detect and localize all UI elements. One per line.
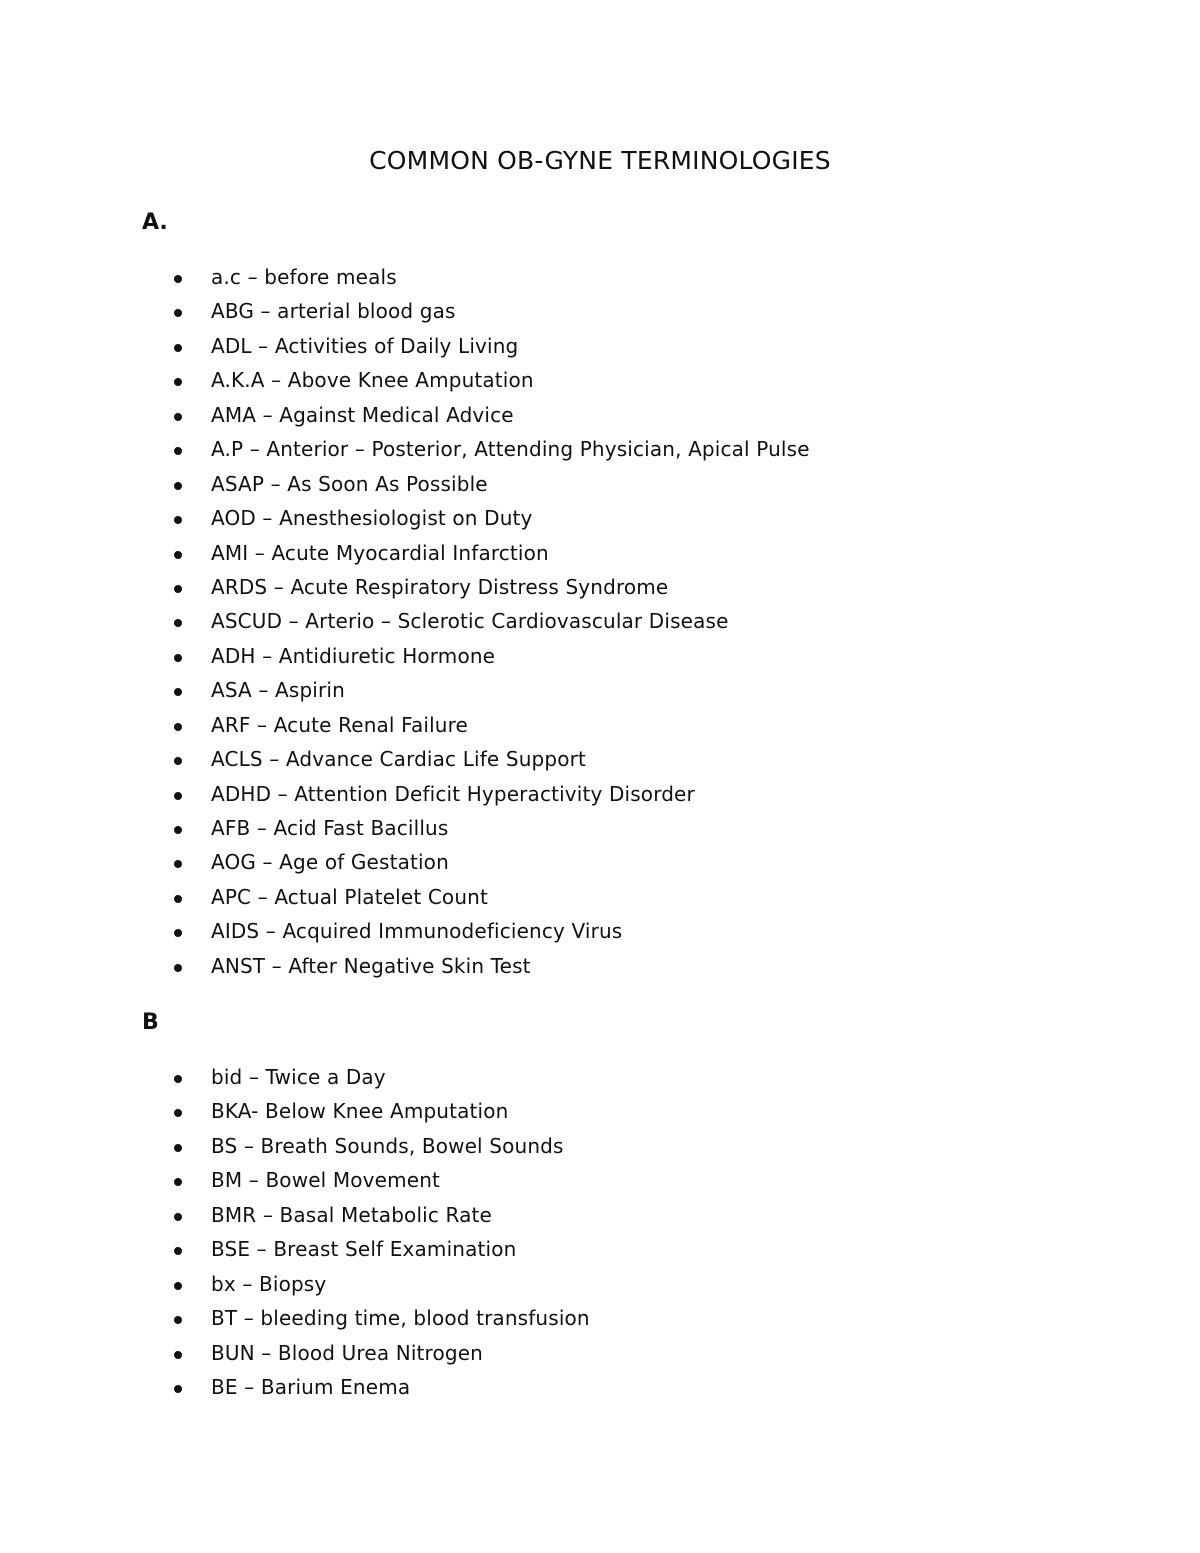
term-definition-text: AOG – Age of Gestation	[211, 850, 449, 875]
bullet-point-icon	[174, 723, 182, 731]
bullet-point-icon	[174, 792, 182, 800]
bullet-point-icon	[174, 1385, 182, 1393]
term-definition-text: a.c – before meals	[211, 265, 397, 289]
bullet-point-icon	[174, 447, 182, 455]
term-definition-text: BKA- Below Knee Amputation	[211, 1099, 509, 1124]
term-definition-text: ADH – Antidiuretic Hormone	[211, 643, 496, 668]
bullet-point-icon	[174, 757, 182, 765]
bullet-point-icon	[174, 275, 182, 283]
bullet-point-icon	[174, 654, 182, 662]
term-definition-text: ADL – Activities of Daily Living	[211, 333, 519, 358]
bullet-point-icon	[174, 1282, 182, 1290]
document-title: COMMON OB-GYNE TERMINOLOGIES	[369, 146, 831, 175]
term-definition-text: bid – Twice a Day	[211, 1065, 386, 1089]
term-definition-text: AMA – Against Medical Advice	[211, 402, 514, 427]
term-definition-text: ASA – Aspirin	[211, 678, 345, 703]
term-definition-text: AOD – Anesthesiologist on Duty	[211, 506, 533, 531]
bullet-point-icon	[174, 860, 182, 868]
term-definition-text: ADHD – Attention Deficit Hyperactivity Disorder	[211, 781, 695, 806]
term-definition-text: BS – Breath Sounds, Bowel Sounds	[211, 1133, 564, 1158]
bullet-point-icon	[174, 964, 182, 972]
bullet-point-icon	[174, 344, 182, 352]
bullet-point-icon	[174, 826, 182, 834]
bullet-point-icon	[174, 1316, 182, 1324]
term-definition-text: BM – Bowel Movement	[211, 1168, 441, 1193]
term-definition-text: AMI – Acute Myocardial Infarction	[211, 540, 549, 565]
bullet-point-icon	[174, 1178, 182, 1186]
term-definition-text: BSE – Breast Self Examination	[211, 1237, 517, 1262]
term-definition-text: BT – bleeding time, blood transfusion	[211, 1306, 590, 1331]
term-definition-text: AFB – Acid Fast Bacillus	[211, 816, 449, 840]
term-definition-text: ARDS – Acute Respiratory Distress Syndrome	[211, 574, 669, 599]
bullet-point-icon	[174, 1144, 182, 1152]
bullet-point-icon	[174, 551, 182, 559]
term-definition-text: ANST – After Negative Skin Test	[211, 953, 531, 978]
term-definition-text: bx – Biopsy	[211, 1271, 327, 1296]
bullet-point-icon	[174, 378, 182, 386]
term-definition-text: APC – Actual Platelet Count	[211, 884, 488, 909]
bullet-point-icon	[174, 688, 182, 696]
bullet-point-icon	[174, 1351, 182, 1359]
bullet-point-icon	[174, 516, 182, 524]
section-a-heading: A.	[142, 210, 168, 235]
bullet-point-icon	[174, 585, 182, 593]
term-definition-text: ASCUD – Arterio – Sclerotic Cardiovascular Disease	[211, 609, 729, 634]
bullet-point-icon	[174, 1075, 182, 1083]
bullet-point-icon	[174, 413, 182, 421]
term-definition-text: AIDS – Acquired Immunodeficiency Virus	[211, 919, 623, 944]
term-definition-text: A.P – Anterior – Posterior, Attending Physician, Apical Pulse	[211, 437, 810, 462]
bullet-point-icon	[174, 1247, 182, 1255]
bullet-point-icon	[174, 1213, 182, 1221]
term-definition-text: ACLS – Advance Cardiac Life Support	[211, 747, 586, 772]
term-definition-text: BUN – Blood Urea Nitrogen	[211, 1340, 483, 1365]
term-definition-text: ASAP – As Soon As Possible	[211, 471, 488, 496]
term-definition-text: BMR – Basal Metabolic Rate	[211, 1202, 492, 1227]
bullet-point-icon	[174, 309, 182, 317]
term-definition-text: A.K.A – Above Knee Amputation	[211, 368, 534, 393]
bullet-point-icon	[174, 1109, 182, 1117]
section-b-heading: B	[142, 1010, 159, 1035]
bullet-point-icon	[174, 895, 182, 903]
bullet-point-icon	[174, 482, 182, 490]
term-definition-text: ARF – Acute Renal Failure	[211, 712, 469, 737]
bullet-point-icon	[174, 929, 182, 937]
term-definition-text: BE – Barium Enema	[211, 1374, 411, 1399]
bullet-point-icon	[174, 619, 182, 627]
term-definition-text: ABG – arterial blood gas	[211, 299, 456, 324]
